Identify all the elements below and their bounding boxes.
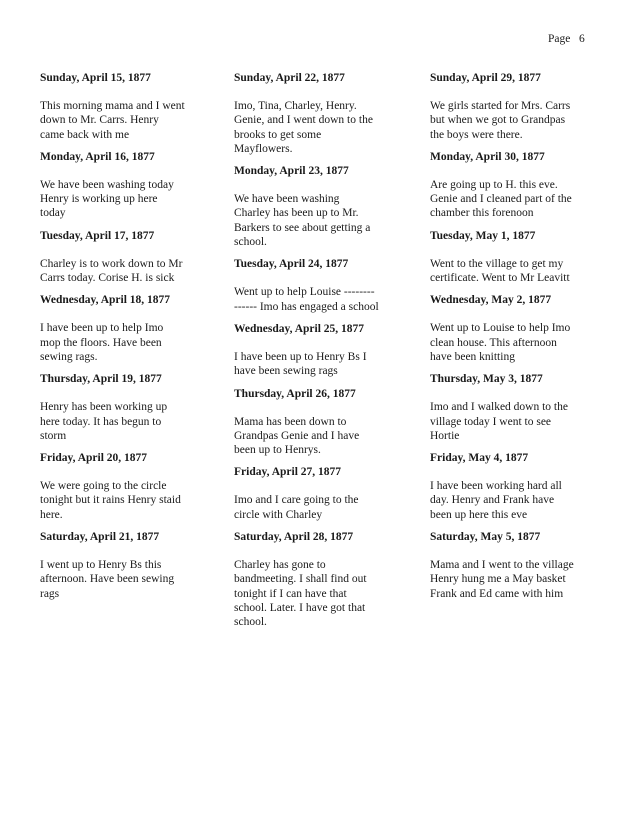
entry-date: Monday, April 16, 1877 (40, 150, 155, 163)
diary-entry (40, 372, 222, 443)
diary-entry (234, 465, 416, 522)
entry-text-line: tonight if I can have that (234, 587, 347, 600)
entry-text-line: today (40, 207, 66, 220)
entry-date: Thursday, May 3, 1877 (430, 373, 543, 386)
entry-text (234, 192, 416, 249)
entry-text-line: village today I went to see (430, 415, 552, 428)
entry-text (234, 285, 416, 314)
entry-text-line: We have been washing today (40, 178, 174, 191)
entry-text-line: Henry hung me a May basket (430, 573, 566, 586)
diary-entry (430, 293, 612, 364)
entry-text-line: day. Henry and Frank have (430, 494, 555, 507)
diary-entry (234, 530, 416, 629)
entry-text (234, 99, 416, 156)
diary-entry (40, 229, 222, 286)
entry-date: Saturday, May 5, 1877 (430, 531, 541, 544)
entry-date: Monday, April 23, 1877 (234, 165, 349, 178)
entry-date: Friday, April 27, 1877 (234, 466, 342, 479)
diary-column-3 (430, 71, 612, 609)
diary-entry (234, 71, 416, 156)
entry-text-line: Imo and I care going to the (234, 494, 359, 507)
entry-text-line: Went up to Louise to help Imo (430, 322, 571, 335)
entry-text-line: ------ Imo has engaged a school (234, 300, 379, 313)
entry-text-line: school. Later. I have got that (234, 601, 366, 614)
entry-text-line: We have been washing (234, 193, 340, 206)
entry-date: Sunday, April 29, 1877 (430, 72, 541, 84)
entry-text-line: clean house. This afternoon (430, 336, 557, 349)
entry-text-line: This morning mama and I went (40, 100, 185, 112)
entry-date: Sunday, April 22, 1877 (234, 72, 345, 84)
entry-text (430, 321, 612, 364)
entry-text-line: mop the floors. Have been (40, 336, 162, 349)
entry-text (40, 400, 222, 443)
entry-text-line: chamber this forenoon (430, 207, 534, 220)
entry-text-line: the boys were there. (430, 128, 523, 141)
entry-text (234, 415, 416, 458)
diary-column-2 (234, 71, 416, 638)
diary-entry (430, 150, 612, 221)
diary-entry (430, 372, 612, 443)
entry-text-line: Went to the village to get my (430, 257, 564, 270)
entry-text (40, 558, 222, 601)
entry-text-line: have been sewing rags (234, 365, 338, 378)
entry-date: Tuesday, April 24, 1877 (234, 258, 349, 271)
entry-text (430, 479, 612, 522)
entry-text-line: came back with me (40, 128, 130, 141)
entry-text-line: here. (40, 508, 63, 521)
entry-text-line: down to Mr. Carrs. Henry (40, 114, 159, 127)
entry-text-line: tonight but it rains Henry staid (40, 494, 181, 507)
entry-date: Saturday, April 28, 1877 (234, 531, 354, 544)
entry-date: Friday, April 20, 1877 (40, 452, 148, 465)
entry-text-line: We were going to the circle (40, 480, 167, 493)
entry-text-line: here today. It has begun to (40, 415, 162, 428)
entry-text (234, 558, 416, 629)
diary-entry (430, 71, 612, 142)
entry-date: Thursday, April 19, 1877 (40, 373, 162, 386)
entry-text-line: I have been working hard all (430, 480, 562, 493)
entry-text-line: have been knitting (430, 350, 515, 363)
entry-text (430, 99, 612, 142)
entry-text-line: Mayflowers. (234, 142, 293, 155)
entry-text-line: Charley has been up to Mr. (234, 207, 359, 220)
entry-date: Wednesday, April 25, 1877 (234, 322, 365, 335)
entry-text-line: afternoon. Have been sewing (40, 573, 175, 586)
diary-entry (430, 530, 612, 601)
entry-text (40, 257, 222, 286)
diary-entry (40, 451, 222, 522)
diary-entry (234, 322, 416, 379)
entry-text-line: I have been up to help Imo (40, 322, 164, 335)
diary-entry (430, 229, 612, 286)
entry-date: Tuesday, May 1, 1877 (430, 229, 536, 242)
entry-text-line: Are going up to H. this eve. (430, 178, 558, 191)
entry-text-line: Hortie (430, 429, 460, 442)
entry-text-line: sewing rags. (40, 350, 98, 363)
entry-text (40, 99, 222, 142)
entry-date: Tuesday, April 17, 1877 (40, 229, 155, 242)
diary-entry (234, 257, 416, 314)
entry-text-line: I have been up to Henry Bs I (234, 350, 367, 363)
entry-text-line: Mama and I went to the village (430, 559, 574, 572)
entry-text (40, 321, 222, 364)
entry-text (430, 178, 612, 221)
diary-entry (40, 150, 222, 221)
entry-text-line: school. (234, 236, 267, 249)
entry-text-line: certificate. Went to Mr Leavitt (430, 272, 570, 285)
diary-column-1 (40, 71, 222, 609)
entry-date: Monday, April 30, 1877 (430, 150, 545, 163)
entry-text-line: We girls started for Mrs. Carrs (430, 100, 571, 112)
diary-entry (234, 387, 416, 458)
entry-text-line: but when we got to Grandpas (430, 114, 566, 127)
entry-text-line: Carrs today. Corise H. is sick (40, 272, 175, 285)
diary-entry (40, 71, 222, 142)
entry-text-line: Henry is working up here (40, 193, 158, 206)
entry-text-line: Mama has been down to (234, 415, 347, 428)
entry-text-line: Went up to help Louise -------- (234, 286, 375, 299)
entry-text-line: Genie, and I went down to the (234, 114, 373, 127)
entry-text (430, 257, 612, 286)
page-number: Page 6 (548, 33, 585, 45)
entry-text-line: school. (234, 616, 267, 629)
entry-text-line: Imo, Tina, Charley, Henry. (234, 100, 357, 112)
entry-date: Sunday, April 15, 1877 (40, 72, 151, 84)
diary-entry (40, 293, 222, 364)
entry-text-line: bandmeeting. I shall find out (234, 573, 367, 586)
diary-entry (40, 530, 222, 601)
entry-text-line: brooks to get some (234, 128, 322, 141)
entry-date: Wednesday, April 18, 1877 (40, 294, 171, 307)
entry-text (234, 493, 416, 522)
entry-text (430, 400, 612, 443)
entry-text-line: Grandpas Genie and I have (234, 429, 360, 442)
entry-text-line: Frank and Ed came with him (430, 587, 564, 600)
entry-date: Friday, May 4, 1877 (430, 452, 529, 465)
entry-text (40, 178, 222, 221)
entry-text (430, 558, 612, 601)
entry-text-line: I went up to Henry Bs this (40, 559, 162, 572)
entry-text (40, 479, 222, 522)
entry-text-line: Charley is to work down to Mr (40, 257, 183, 270)
entry-text-line: been up here this eve (430, 508, 528, 521)
entry-text-line: Charley has gone to (234, 559, 326, 572)
entry-text-line: Barkers to see about getting a (234, 221, 371, 234)
entry-text-line: Genie and I cleaned part of the (430, 193, 572, 206)
entry-date: Thursday, April 26, 1877 (234, 387, 356, 400)
entry-date: Saturday, April 21, 1877 (40, 531, 160, 544)
diary-entry (430, 451, 612, 522)
entry-text-line: Henry has been working up (40, 401, 168, 414)
entry-text-line: been up to Henrys. (234, 444, 321, 457)
entry-text-line: storm (40, 429, 67, 442)
entry-text (234, 350, 416, 379)
entry-text-line: Imo and I walked down to the (430, 401, 568, 414)
diary-entry (234, 164, 416, 249)
entry-date: Wednesday, May 2, 1877 (430, 294, 552, 307)
entry-text-line: circle with Charley (234, 508, 323, 521)
entry-text-line: rags (40, 587, 60, 600)
